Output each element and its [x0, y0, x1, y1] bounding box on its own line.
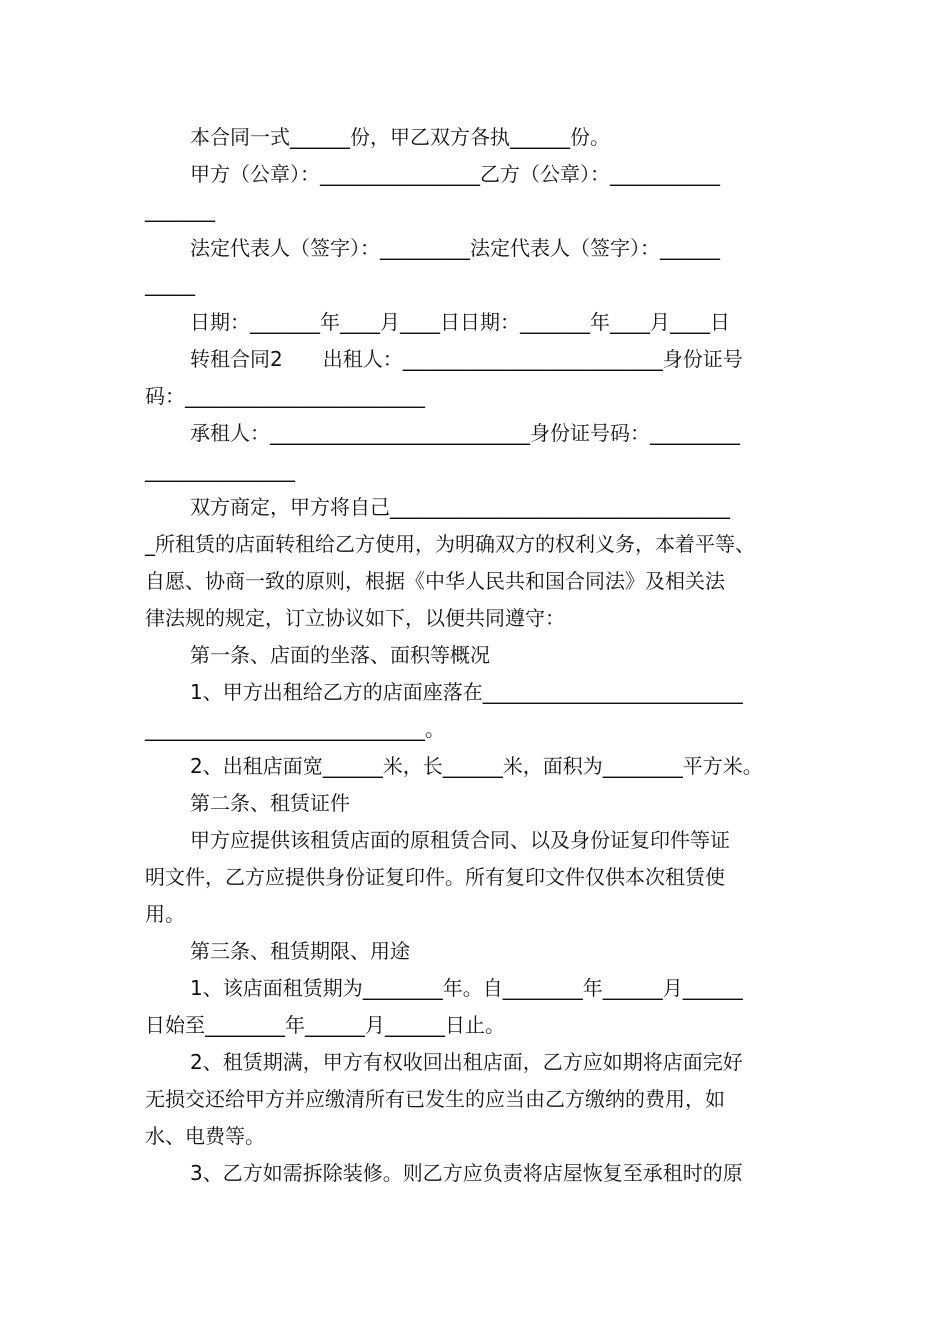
- article-heading: 第一条、店面的坐落、面积等概况: [190, 643, 490, 667]
- lessor-line: 转租合同2 出租人：__________________________身份证号: [190, 347, 743, 371]
- clause-line: 2、租赁期满，甲方有权收回出租店面，乙方应如期将店面完好: [190, 1050, 743, 1074]
- clause-line: 1、该店面租赁期为________年。自________年______月______: [190, 976, 743, 1000]
- party-seal-line: 甲方（公章）：________________乙方（公章）：___________: [190, 162, 720, 186]
- clause-line: 日始至________年______月______日止。: [145, 1013, 505, 1037]
- clause-line: 无损交还给甲方并应缴清所有已发生的应当由乙方缴纳的费用，如: [145, 1087, 725, 1111]
- article-heading: 第二条、租赁证件: [190, 791, 350, 815]
- clause-line: ____________________________。: [145, 717, 445, 741]
- date-line: 日期：_______年____月____日日期：_______年____月____日: [190, 310, 730, 334]
- party-seal-line-cont: _______: [145, 198, 215, 222]
- clause-line: 3、乙方如需拆除装修。则乙方应负责将店屋恢复至承租时的原: [190, 1161, 743, 1185]
- clause-line: 甲方应提供该租赁店面的原租赁合同、以及身份证复印件等证: [190, 828, 730, 852]
- copies-line: 本合同一式______份，甲乙双方各执______份。: [190, 125, 610, 149]
- clause-line: 水、电费等。: [145, 1124, 265, 1148]
- clause-line: 用。: [145, 902, 185, 926]
- legal-rep-line: 法定代表人（签字）：_________法定代表人（签字）：______: [190, 236, 720, 260]
- legal-rep-line-cont: _____: [145, 272, 195, 296]
- clause-line: 1、甲方出租给乙方的店面座落在__________________________: [190, 680, 743, 704]
- lessor-id-line: 码：________________________: [145, 384, 425, 408]
- agreement-para-line: 双方商定，甲方将自己__________________________________: [190, 495, 730, 519]
- article-heading: 第三条、租赁期限、用途: [190, 939, 410, 963]
- clause-line: 2、出租店面宽______米，长______米，面积为________平方米。: [190, 754, 763, 778]
- lessee-line: 承租人：__________________________身份证号码：_________: [190, 421, 740, 445]
- agreement-para-line: _所租赁的店面转租给乙方使用，为明确双方的权利义务，本着平等、: [145, 532, 755, 556]
- agreement-para-line: 律法规的规定，订立协议如下，以便共同遵守：: [145, 606, 565, 630]
- clause-line: 明文件，乙方应提供身份证复印件。所有复印文件仅供本次租赁使: [145, 865, 725, 889]
- lessee-line-cont: _______________: [145, 458, 295, 482]
- agreement-para-line: 自愿、协商一致的原则，根据《中华人民共和国合同法》及相关法: [145, 569, 725, 593]
